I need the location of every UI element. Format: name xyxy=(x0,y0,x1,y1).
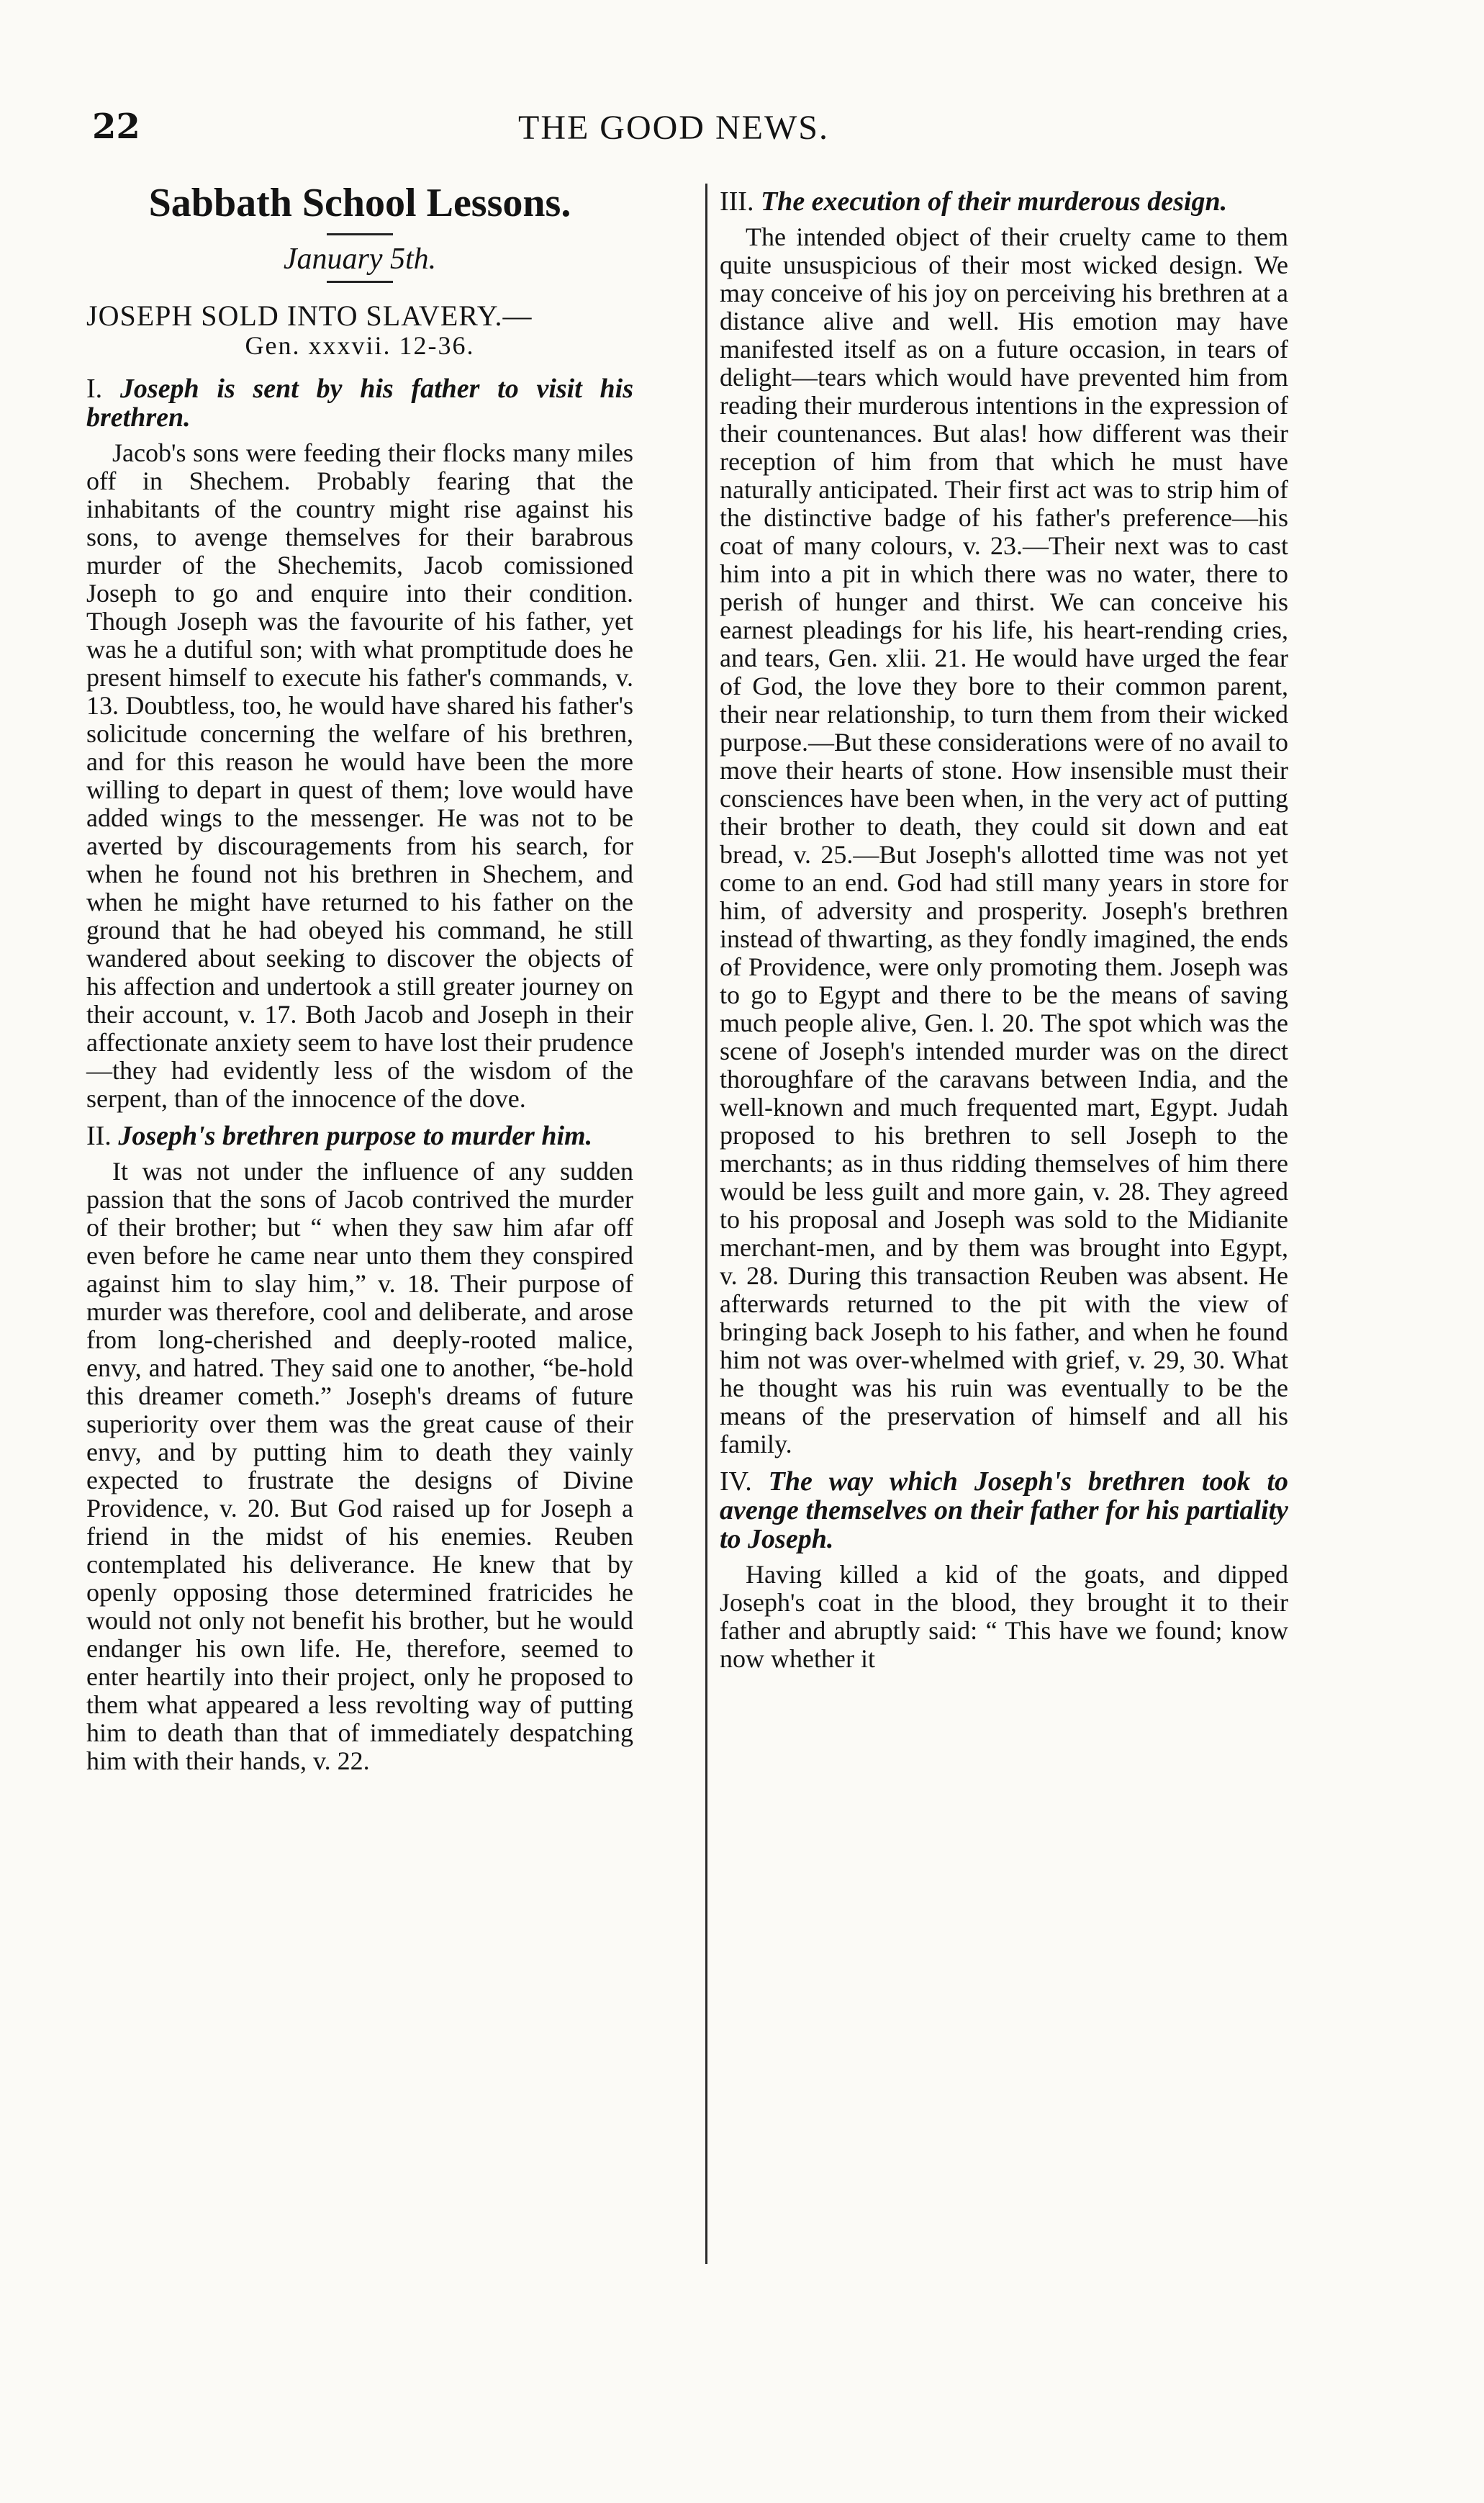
paragraph-4: Having killed a kid of the goats, and dipped Joseph's coat in the blood, they brought it to their father and abruptly said: “ This have we found; know now whether it xyxy=(720,1560,1288,1673)
section-heading-text: Joseph's brethren purpose to murder him. xyxy=(118,1121,593,1151)
section-number: I. xyxy=(86,374,103,404)
column-divider xyxy=(705,184,707,2264)
section-number: IV. xyxy=(720,1466,752,1497)
page-number: 22 xyxy=(92,107,140,147)
scripture-reference: Gen. xxxvii. 12-36. xyxy=(245,331,475,360)
paragraph-3: The intended object of their cruelty came to them quite unsuspicious of their most wicked design. We may conceive of his joy on perceiving his brethren at a distance alive and well. His emotion may have manifested itself as on a future occasion, in tears of delight—tears which would have prevented him from reading their murderous intentions in the expression of their countenances. But alas! how different was their reception of him from that which he must have naturally anticipated. Their first act was to strip him of the distinctive badge of his father's preference—his coat of many colours, v. 23.—Their next was to cast him into a pit in which there was no water, there to perish of hunger and thirst. We can conceive his earnest pleadings for his life, his heart-rending cries, and tears, Gen. xlii. 21. He would have urged the fear of God, the love they bore to their common parent, their near relationship, to turn them from their wicked purpose.—But these considerations were of no avail to move their hearts of stone. How insensible must their consciences have been when, in the very act of putting their brother to death, they could sit down and eat bread, v. 25.—But Joseph's allotted time was not yet come to an end. God had still many years in store for him, of adversity and prosperity. Joseph's brethren instead of thwarting, as they fondly imagined, the ends of Providence, were only promoting them. Joseph was to go to Egypt and there to be the means of saving much people alive, Gen. l. 20. The spot which was the scene of Joseph's intended murder was on the direct thoroughfare of the caravans between India, and the well-known and much frequented mart, Egypt. Judah proposed to his brethren to sell Joseph to the merchants; as in thus ridding themselves of him there would be less guilt and more gain, v. 28. They agreed to his proposal and Joseph was sold to the Midianite merchant-men, and by them was brought into Egypt, v. 28. During this transaction Reuben was absent. He afterwards returned to the pit with the view of bringing back Joseph to his father, and when he found him not was over-whelmed with grief, v. 29, 30. What he thought was his ruin was eventually to be the means of the preservation of himself and all his family. xyxy=(720,222,1288,1458)
section-heading-1 xyxy=(86,374,633,432)
running-title: THE GOOD NEWS. xyxy=(518,109,829,147)
lesson-title: JOSEPH SOLD INTO SLAVERY.— xyxy=(86,299,533,332)
section-heading-text: Joseph is sent by his father to visit his brethren. xyxy=(86,374,633,433)
section-number: III. xyxy=(720,186,754,217)
paragraph-1: Jacob's sons were feeding their flocks many miles off in Shechem. Probably fearing that the inhabitants of the country might rise against his sons, to avenge themselves for their barabrous murder of the Shechemits, Jacob comissioned Joseph to go and enquire into their condition. Though Joseph was the favourite of his father, yet was he a dutiful son; with what promptitude does he present himself to execute his father's commands, v. 13. Doubtless, too, he would have shared his father's solicitude concerning the welfare of his brethren, and for this reason he would have been the more willing to depart in quest of them; love would have added wings to the messenger. He was not to be averted by discouragements from his search, for when he found not his brethren in Shechem, and when he might have returned to his father on the ground that he had obeyed his command, he still wandered about seeking to discover the objects of his affection and undertook a still greater journey on their account, v. 17. Both Jacob and Joseph in their affectionate anxiety seem to have lost their prudence—they had evidently less of the wisdom of the serpent, than of the innocence of the dove. xyxy=(86,438,633,1113)
section-heading-4 xyxy=(720,1467,1288,1553)
date-rule xyxy=(327,281,393,283)
section-heading-text: The way which Joseph's brethren took to avenge themselves on their father for his partiality to Joseph. xyxy=(720,1466,1288,1554)
paragraph-2: It was not under the influence of any sudden passion that the sons of Jacob contrived the murder of their brother; but “ when they saw him afar off even before he came near unto them they conspired against him to slay him,” v. 18. Their purpose of murder was therefore, cool and deliberate, and arose from long-cherished and deeply-rooted malice, envy, and hatred. They said one to another, “be-hold this dreamer cometh.” Joseph's dreams of future superiority over them was the great cause of their envy, and by putting him to death they vainly expected to frustrate the designs of Divine Providence, v. 20. But God raised up for Joseph a friend in the midst of his enemies. Reuben contemplated his deliverance. He knew that by openly opposing those determined fratricides he would not only not benefit his brother, but he would endanger his own life. He, therefore, seemed to enter heartily into their project, only he proposed to them what appeared a less revolting way of putting him to death than that of immediately despatching him with their hands, v. 22. xyxy=(86,1157,633,1775)
section-heading-3 xyxy=(720,187,1288,216)
right-column xyxy=(720,180,1288,1682)
section-title: Sabbath School Lessons. xyxy=(148,181,571,225)
section-heading-text: The execution of their murderous design. xyxy=(760,186,1228,217)
lesson-date: January 5th. xyxy=(283,243,437,276)
left-column xyxy=(86,180,633,1784)
section-heading-2 xyxy=(86,1122,633,1150)
title-rule xyxy=(327,233,393,235)
section-number: II. xyxy=(86,1121,112,1151)
